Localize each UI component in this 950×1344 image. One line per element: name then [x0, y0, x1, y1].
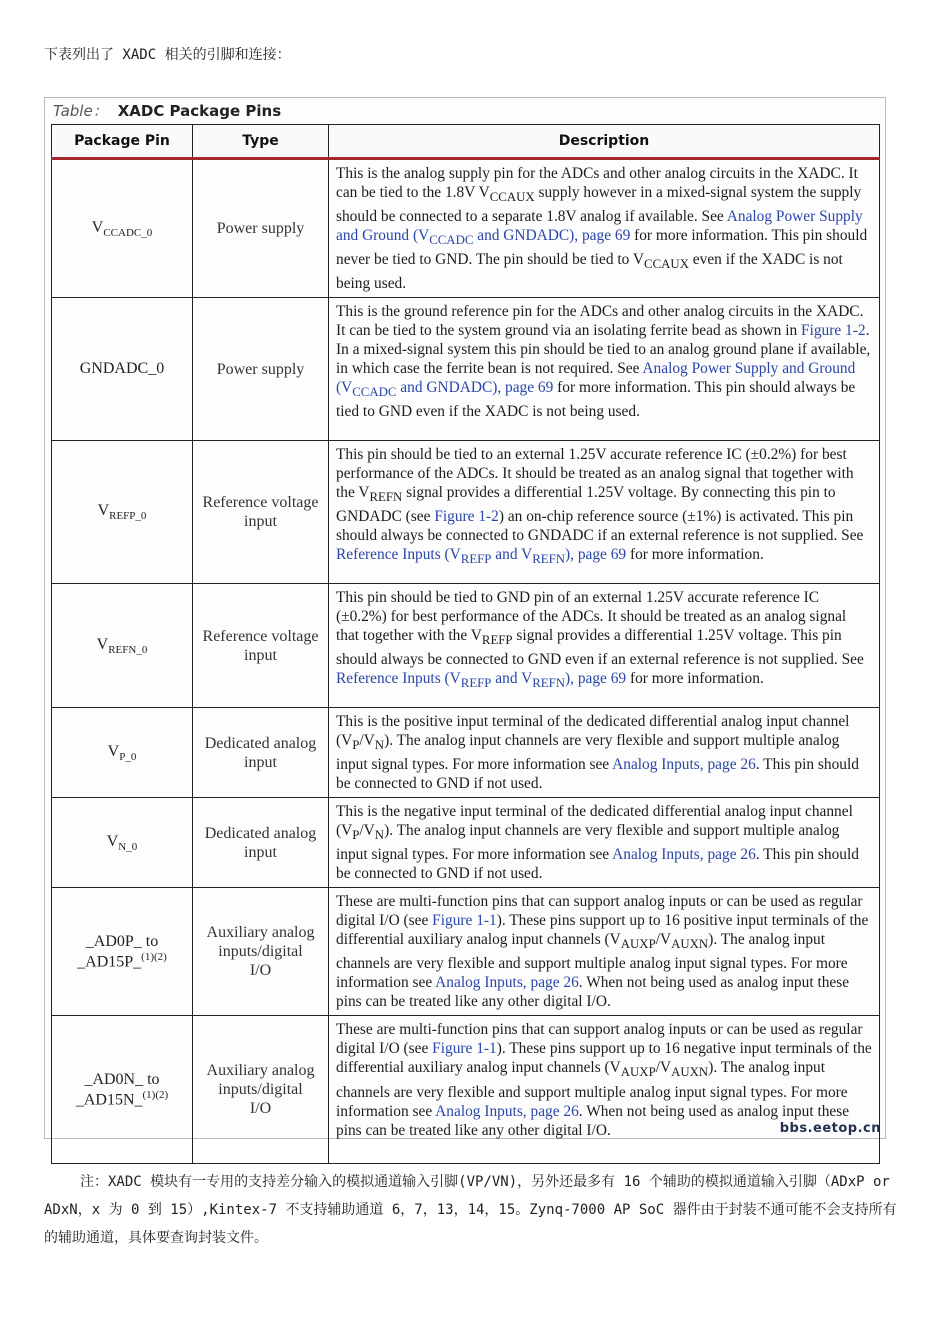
table-row	[52, 584, 880, 708]
description-cell: This is the negative input terminal of the dedicated differential analog input channel $(V_P/V_N)$. The analog input channels are very flexible and support multiple analog input signal types. For more information see Analog Inputs, page 26. This pin should be connected to GND if not used.	[329, 798, 880, 888]
pin-cell: $V_{P\_0}$	[52, 708, 193, 798]
caption-title: XADC Package Pins	[117, 102, 282, 120]
pin-cell: GNDADC_0	[52, 298, 193, 441]
cross-reference-link[interactable]: Figure 1-2	[434, 508, 499, 526]
description-cell: This is the ground reference pin for the ADCs and other analog circuits in the XADC. It can be tied to the system ground via an isolating ferrite bead as shown in Figure 1-2. In a mixed-signal system this pin should be tied to an analog ground plane if available, in which case the ferrite bean is not required. See Analog Power Supply and Ground ($V_{CCADC}$ and GNDADC), page 69 for more information. This pin should always be tied to GND even if the XADC is not being used.	[329, 298, 880, 441]
table-row	[52, 1016, 880, 1164]
caption-label: Table：	[53, 102, 108, 120]
cross-reference-link[interactable]: Analog Power Supply and Ground ($V_{CCADC}$ and GNDADC), page 69	[336, 360, 856, 400]
type-cell: Power supply	[193, 159, 329, 298]
type-cell: Power supply	[193, 298, 329, 441]
cross-reference-link[interactable]: Analog Inputs, page 26	[435, 1102, 579, 1120]
table-row	[52, 888, 880, 1016]
cross-reference-link[interactable]: Figure 1-1	[432, 912, 497, 930]
table-header-row	[52, 125, 880, 159]
description-cell: This pin should be tied to GND pin of an external 1.25V accurate reference IC (±0.2%) for best performance of the ADCs. It should be treated as an analog signal that together with the $V_{REFP}$ signal provides a differential 1.25V voltage. This pin should always be connected to GND even if an external reference is not supplied. See Reference Inputs ($V_{REFP}$ and $V_{REFN}$), page 69 for more information.	[329, 584, 880, 708]
pin-cell: $V_{REFP\_0}$	[52, 441, 193, 584]
watermark: bbs.eetop.cn	[779, 1121, 881, 1136]
type-cell: Reference voltage input	[193, 441, 329, 584]
table-row	[52, 159, 880, 298]
table-row	[52, 708, 880, 798]
cross-reference-link[interactable]: Analog Inputs, page 26	[612, 756, 756, 774]
description-cell: This is the analog supply pin for the ADCs and other analog circuits in the XADC. It can be tied to the 1.8V $V_{CCAUX}$ supply however in a mixed-signal system the supply should be connected to a separate 1.8V analog if available. See Analog Power Supply and Ground ($V_{CCADC}$ and GNDADC), page 69 for more information. This pin should never be tied to GND. The pin should be tied to $V_{CCAUX}$ even if the XADC is not being used.	[329, 159, 880, 298]
cross-reference-link[interactable]: Reference Inputs ($V_{REFP}$ and $V_{REFN}$), page 69	[336, 546, 627, 567]
pin-cell: $V_{REFN\_0}$	[52, 584, 193, 708]
pin-cell: $V_{N\_0}$	[52, 798, 193, 888]
header-description: Description	[329, 125, 880, 159]
cross-reference-link[interactable]: Figure 1-1	[432, 1040, 497, 1058]
type-cell: Auxiliary analog inputs/digital I/O	[193, 888, 329, 1016]
pin-cell: _AD0P_ to _AD15P_$^{(1)(2)}$	[52, 888, 193, 1016]
table-figure	[44, 97, 886, 1139]
table-caption	[53, 100, 281, 121]
table-row	[52, 298, 880, 441]
note-text: 注：XADC 模块有一专用的支持差分输入的模拟通道输入引脚(VP/VN)，另外还最多有 16 个辅助的模拟通道输入引脚（ADxP or ADxN，x 为 0 到 15）,Kintex-7 不支持辅助通道 6，7，13，14，15。Zynq-7000 AP SoC 器件由于封装不通可能不会支持所有的辅助通道，具体要查询封装文件。	[44, 1174, 897, 1246]
pin-cell: _AD0N_ to _AD15N_$^{(1)(2)}$	[52, 1016, 193, 1164]
cross-reference-link[interactable]: Analog Inputs, page 26	[435, 974, 579, 992]
table-body	[52, 159, 880, 1164]
cross-reference-link[interactable]: Figure 1-2	[801, 322, 866, 340]
table-row	[52, 798, 880, 888]
cross-reference-link[interactable]: Analog Power Supply and Ground ($V_{CCADC}$ and GNDADC), page 69	[336, 208, 863, 248]
type-cell: Dedicated analog input	[193, 798, 329, 888]
pin-cell: $V_{CCADC\_0}$	[52, 159, 193, 298]
header-type: Type	[193, 125, 329, 159]
intro-text: 下表列出了 XADC 相关的引脚和连接：	[44, 47, 291, 63]
type-cell: Auxiliary analog inputs/digital I/O	[193, 1016, 329, 1164]
type-cell: Reference voltage input	[193, 584, 329, 708]
cross-reference-link[interactable]: Analog Inputs, page 26	[612, 846, 756, 864]
header-package-pin: Package Pin	[52, 125, 193, 159]
xadc-pins-table	[51, 124, 880, 1164]
description-cell: This pin should be tied to an external 1.25V accurate reference IC (±0.2%) for best performance of the ADCs. It should be treated as an analog signal that together with the $V_{REFN}$ signal provides a differential 1.25V voltage. By connecting this pin to GNDADC (see Figure 1-2) an on-chip reference source (±1%) is activated. This pin should always be connected to GNDADC if an external reference is not supplied. See Reference Inputs ($V_{REFP}$ and $V_{REFN}$), page 69 for more information.	[329, 441, 880, 584]
type-cell: Dedicated analog input	[193, 708, 329, 798]
cross-reference-link[interactable]: Reference Inputs ($V_{REFP}$ and $V_{REFN}$), page 69	[336, 670, 627, 691]
description-cell: These are multi-function pins that can support analog inputs or can be used as regular digital I/O (see Figure 1-1). These pins support up to 16 positive input terminals of the differential auxiliary analog input channels $(V_{AUXP}/V_{AUXN})$. The analog input channels are very flexible and support multiple analog input signal types. For more information see Analog Inputs, page 26. When not being used as analog input these pins can be treated like any other digital I/O.	[329, 888, 880, 1016]
table-row	[52, 441, 880, 584]
description-cell: This is the positive input terminal of the dedicated differential analog input channel $(V_P/V_N)$. The analog input channels are very flexible and support multiple analog input signal types. For more information see Analog Inputs, page 26. This pin should be connected to GND if not used.	[329, 708, 880, 798]
description-cell: These are multi-function pins that can support analog inputs or can be used as regular digital I/O (see Figure 1-1). These pins support up to 16 negative input terminals of the differential auxiliary analog input channels $(V_{AUXP}/V_{AUXN})$. The analog input channels are very flexible and support multiple analog input signal types. For more information see Analog Inputs, page 26. When not being used as analog input these pins can be treated like any other digital I/O.	[329, 1016, 880, 1164]
